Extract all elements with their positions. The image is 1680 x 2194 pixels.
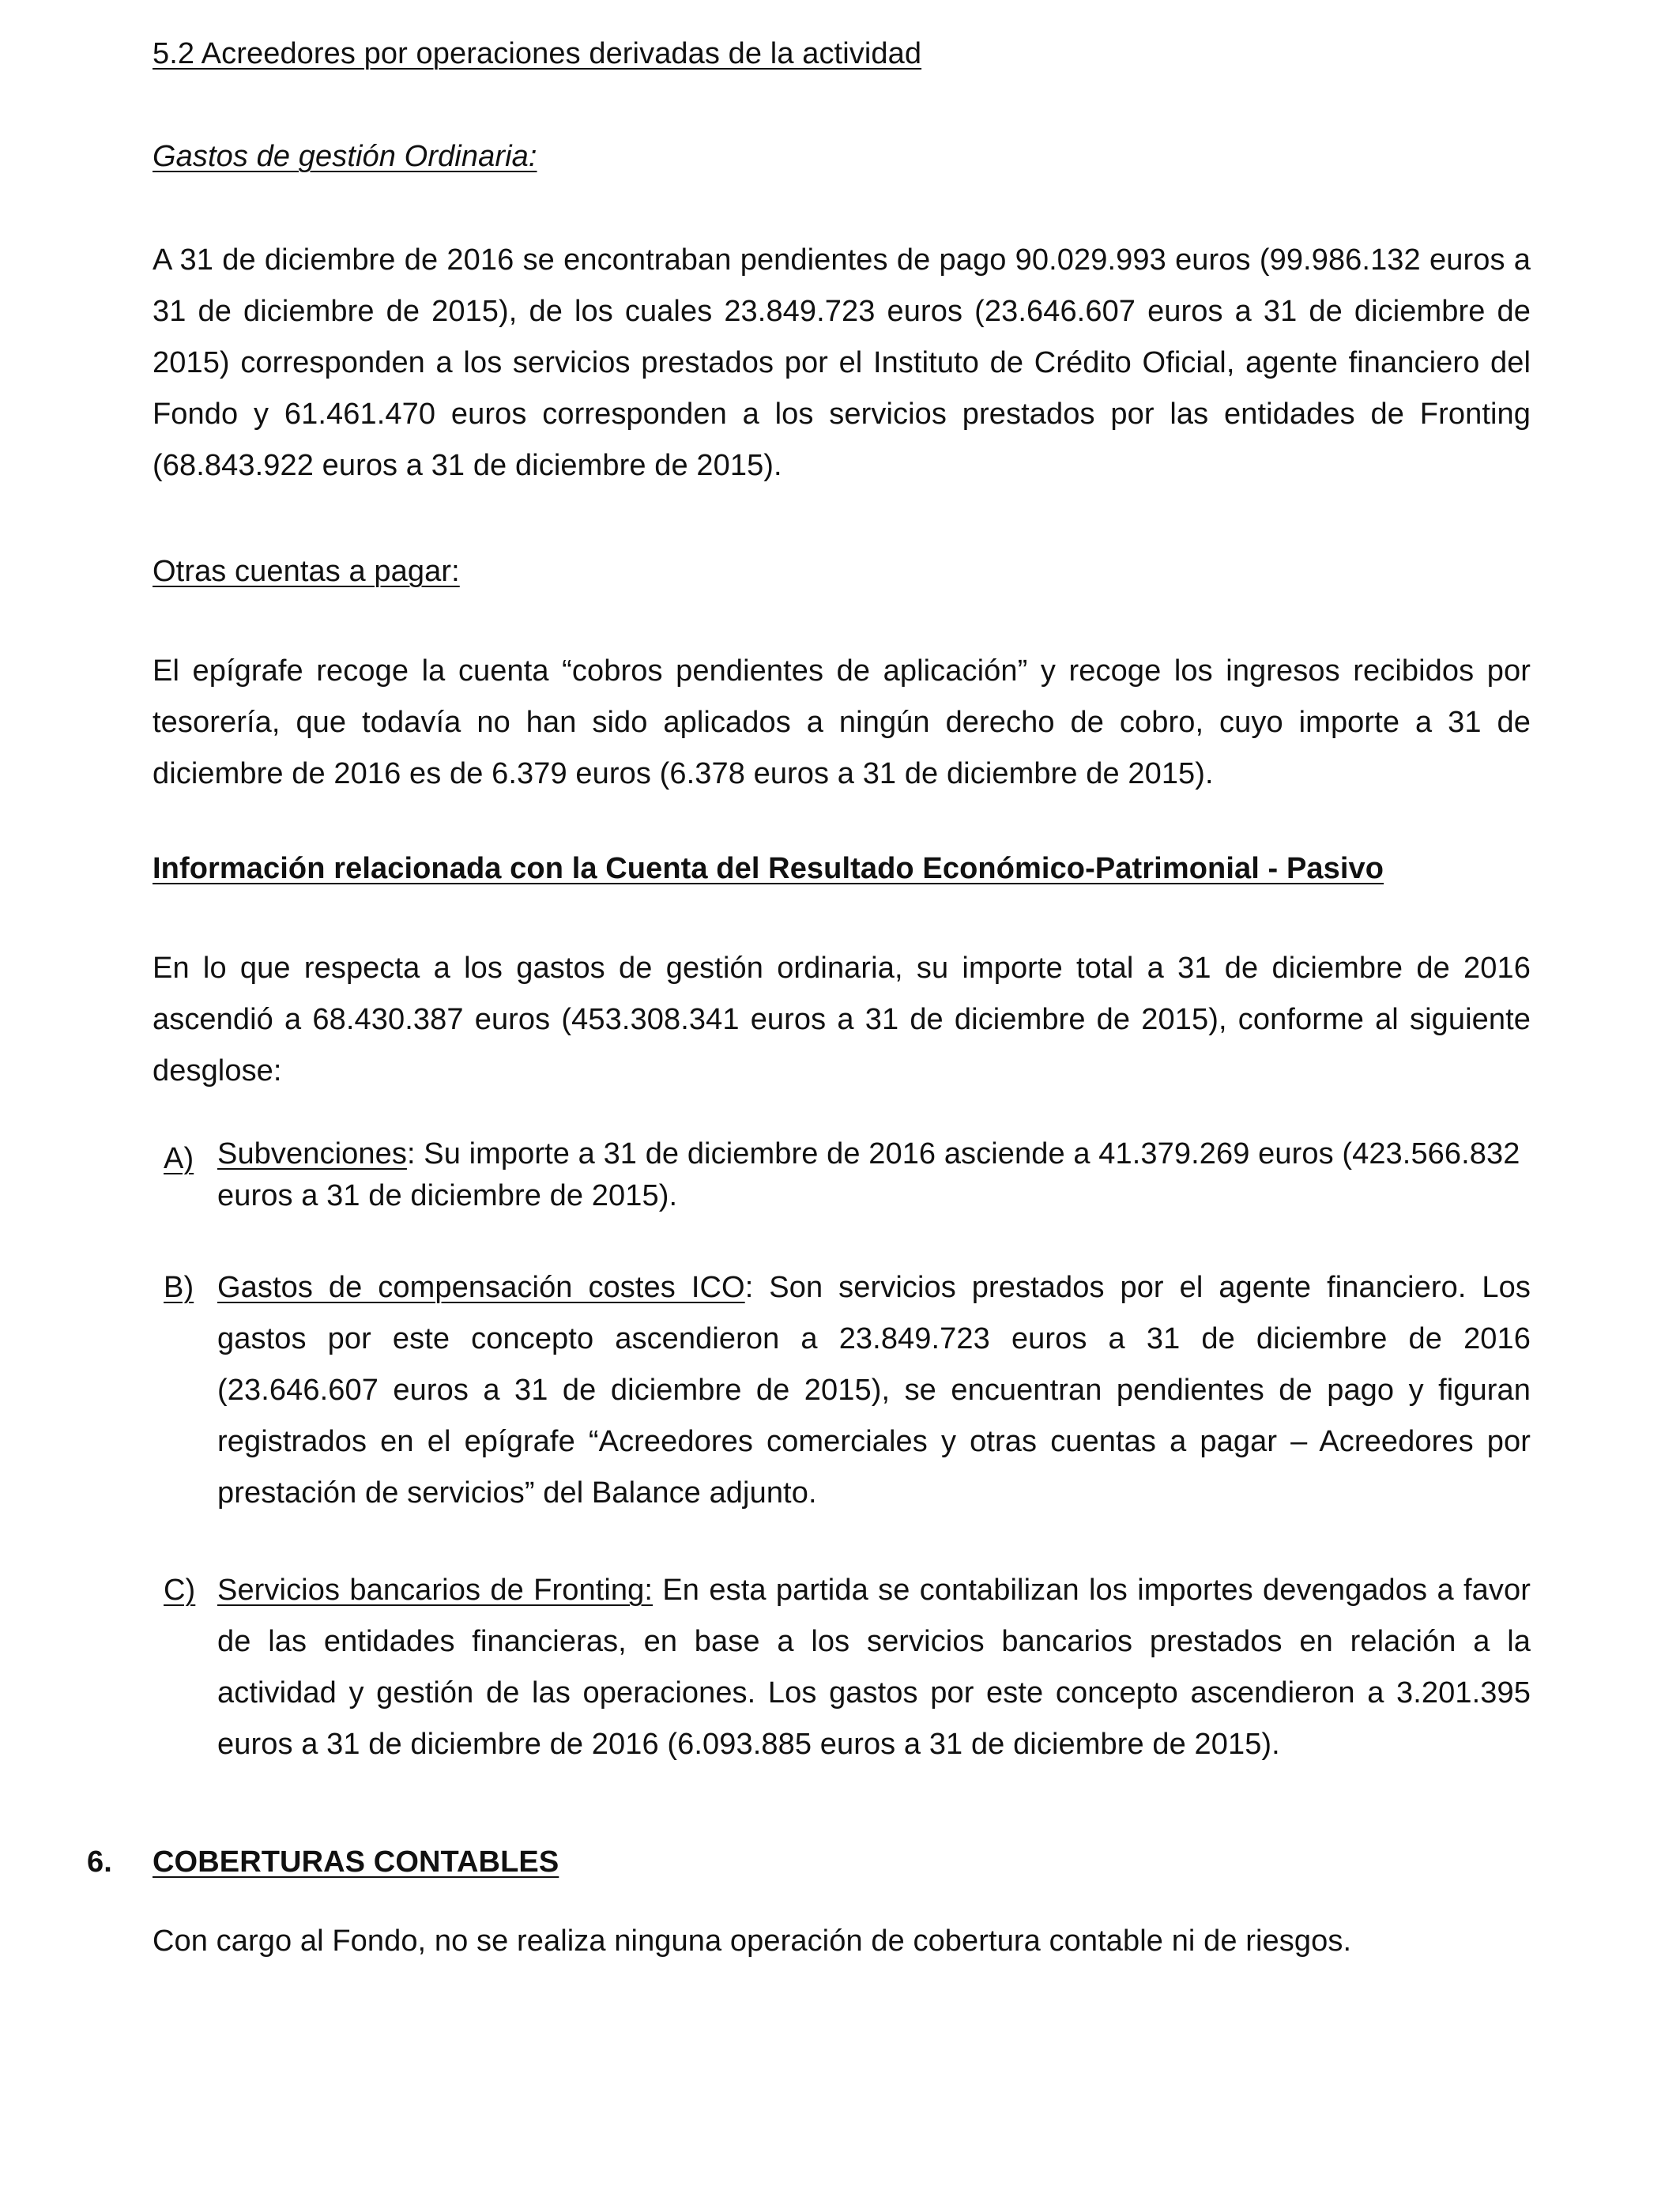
- paragraph-otras-cuentas: El epígrafe recoge la cuenta “cobros pendientes de aplicación” y recoge los ingresos recibidos por tesorería, que todavía no han sido aplicados a ningún derecho de cobro, cuyo importe a 31 de diciembre de 2016 es de 6.379 euros (6.378 euros a 31 de diciembre de 2015).: [153, 654, 1531, 790]
- list-marker-c: C): [164, 1574, 196, 1607]
- list-separator-b: :: [744, 1271, 754, 1304]
- section-heading-info-resultado: Información relacionada con la Cuenta del Resultado Económico-Patrimonial - Pasivo: [153, 852, 1384, 885]
- paragraph-info-intro: En lo que respecta a los gastos de gestión ordinaria, su importe total a 31 de diciembre de 2016 ascendió a 68.430.387 euros (453.308.341 euros a 31 de diciembre de 2015), conforme al siguiente desglose:: [153, 952, 1531, 1088]
- list-title-gastos-compensacion: Gastos de compensación costes ICO: [217, 1271, 745, 1304]
- section-heading-coberturas: COBERTURAS CONTABLES: [153, 1845, 559, 1879]
- list-body-c: [217, 1565, 1531, 1770]
- list-title-subvenciones: Subvenciones: [217, 1137, 407, 1171]
- list-separator-a: :: [406, 1137, 416, 1171]
- section-number-6: 6.: [87, 1845, 112, 1879]
- list-text-a: Su importe a 31 de diciembre de 2016 asciende a 41.379.269 euros (423.566.832 euros a 31 de diciembre de 2015).: [217, 1137, 1520, 1212]
- list-text-b: Son servicios prestados por el agente financiero. Los gastos por este concepto ascendieron a 23.849.723 euros a 31 de diciembre de 2016 (23.646.607 euros a 31 de diciembre de 2015), se encuentran pendientes de pago y figuran registrados en el epígrafe “Acreedores comerciales y otras cuentas a pagar – Acreedores por prestación de servicios” del Balance adjunto.: [217, 1271, 1531, 1510]
- list-marker-a: A): [164, 1142, 194, 1175]
- list-title-servicios-bancarios: Servicios bancarios de Fronting:: [217, 1574, 654, 1607]
- list-body-a: [217, 1133, 1531, 1217]
- subheading-gastos-gestion-ordinaria: Gastos de gestión Ordinaria:: [153, 140, 537, 173]
- subheading-otras-cuentas: Otras cuentas a pagar:: [153, 555, 460, 588]
- section-heading-5-2: 5.2 Acreedores por operaciones derivadas de la actividad: [153, 37, 922, 70]
- list-text-c: En esta partida se contabilizan los importes devengados a favor de las entidades financieras, en base a los servicios bancarios prestados en relación a la actividad y gestión de las operaciones. Los gastos por este concepto ascendieron a 3.201.395 euros a 31 de diciembre de 2016 (6.093.885 euros a 31 de diciembre de 2015).: [217, 1574, 1531, 1761]
- paragraph-coberturas: Con cargo al Fondo, no se realiza ninguna operación de cobertura contable ni de riesgos.: [153, 1924, 1352, 1958]
- list-body-b: [217, 1262, 1531, 1519]
- paragraph-gastos-gestion: A 31 de diciembre de 2016 se encontraban pendientes de pago 90.029.993 euros (99.986.132 euros a 31 de diciembre de 2015), de los cuales 23.849.723 euros (23.646.607 euros a 31 de diciembre de 2015) corresponden a los servicios prestados por el Instituto de Crédito Oficial, agente financiero del Fondo y 61.461.470 euros corresponden a los servicios prestados por las entidades de Fronting (68.843.922 euros a 31 de diciembre de 2015).: [153, 243, 1531, 482]
- list-marker-b: B): [164, 1271, 194, 1304]
